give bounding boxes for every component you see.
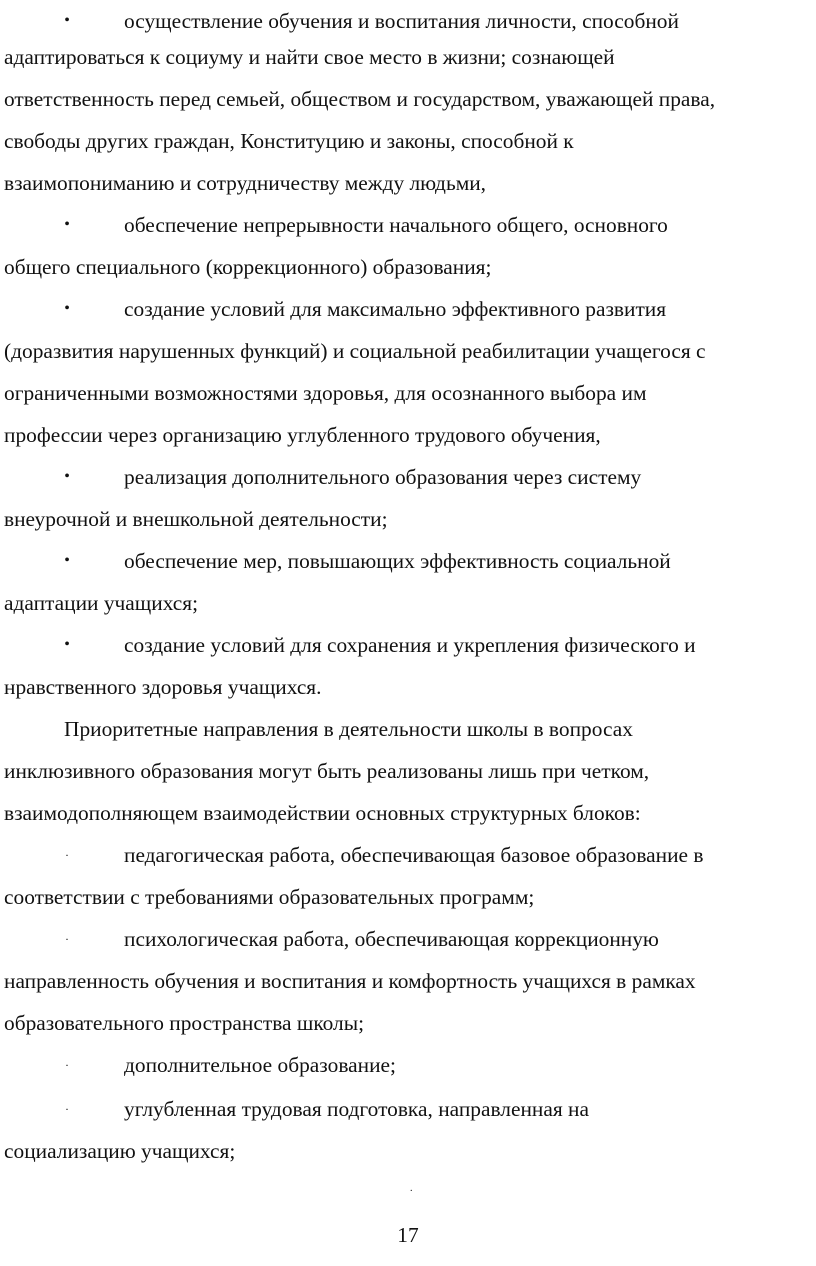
text-line: (доразвития нарушенных функций) и социальной реабилитации учащегося с: [4, 339, 706, 363]
list-item-text: дополнительное образование;: [124, 1053, 396, 1077]
list-item-text: создание условий для сохранения и укрепления физического и: [124, 633, 696, 657]
text-line: общего специального (коррекционного) образования;: [4, 255, 492, 279]
list-item-text: обеспечение непрерывности начального общего, основного: [124, 213, 668, 237]
list-item-text: психологическая работа, обеспечивающая коррекционную: [124, 927, 659, 951]
text-line: взаимодополняющем взаимодействии основных структурных блоков:: [4, 801, 641, 825]
text-line: адаптации учащихся;: [4, 591, 199, 615]
list-item: [4, 918, 812, 960]
list-item: [4, 540, 812, 582]
bullet-marker: •: [64, 216, 70, 233]
stray-mark: .: [410, 1183, 413, 1194]
list-item: [4, 834, 812, 876]
bullet-marker: ·: [65, 1058, 69, 1072]
list-item-text: обеспечение мер, повышающих эффективность социальной: [124, 549, 671, 573]
text-line: ограниченными возможностями здоровья, для осознанного выбора им: [4, 381, 647, 405]
list-item: [4, 204, 812, 246]
list-item: [4, 288, 812, 330]
text-line: внеурочной и внешкольной деятельности;: [4, 507, 388, 531]
text-line: взаимопониманию и сотрудничеству между людьми,: [4, 171, 487, 195]
list-item: [4, 624, 812, 666]
text-line: социализацию учащихся;: [4, 1139, 236, 1163]
page-number: 17: [397, 1223, 419, 1247]
text-line: направленность обучения и воспитания и комфортность учащихся в рамках: [4, 969, 696, 993]
list-item-text: педагогическая работа, обеспечивающая базовое образование в: [124, 843, 704, 867]
list-item: [4, 1088, 812, 1130]
bullet-marker: •: [64, 636, 70, 653]
list-item: [4, 456, 812, 498]
list-item-text: реализация дополнительного образования через систему: [124, 465, 642, 489]
paragraph-text: Приоритетные направления в деятельности школы в вопросах: [64, 717, 633, 741]
text-line: профессии через организацию углубленного трудового обучения,: [4, 423, 601, 447]
list-item: [4, 1044, 812, 1086]
list-item-text: осуществление обучения и воспитания личности, способной: [124, 9, 679, 33]
list-item-text: создание условий для максимально эффективного развития: [124, 297, 667, 321]
bullet-marker: ·: [65, 932, 69, 946]
text-line: нравственного здоровья учащихся.: [4, 675, 322, 699]
text-line: инклюзивного образования могут быть реализованы лишь при четком,: [4, 759, 650, 783]
bullet-marker: ·: [65, 848, 69, 862]
bullet-marker: •: [64, 468, 70, 485]
bullet-marker: •: [64, 12, 70, 29]
bullet-marker: •: [64, 552, 70, 569]
paragraph-first-line: [4, 708, 812, 750]
text-line: образовательного пространства школы;: [4, 1011, 365, 1035]
list-item-text: углубленная трудовая подготовка, направленная на: [124, 1097, 589, 1121]
text-line: свободы других граждан, Конституцию и законы, способной к: [4, 129, 574, 153]
bullet-marker: •: [64, 300, 70, 317]
bullet-marker: ·: [65, 1102, 69, 1116]
text-line: ответственность перед семьей, обществом и государством, уважающей права,: [4, 87, 716, 111]
text-line: адаптироваться к социуму и найти свое место в жизни; сознающей: [4, 45, 615, 69]
text-line: соответствии с требованиями образовательных программ;: [4, 885, 535, 909]
